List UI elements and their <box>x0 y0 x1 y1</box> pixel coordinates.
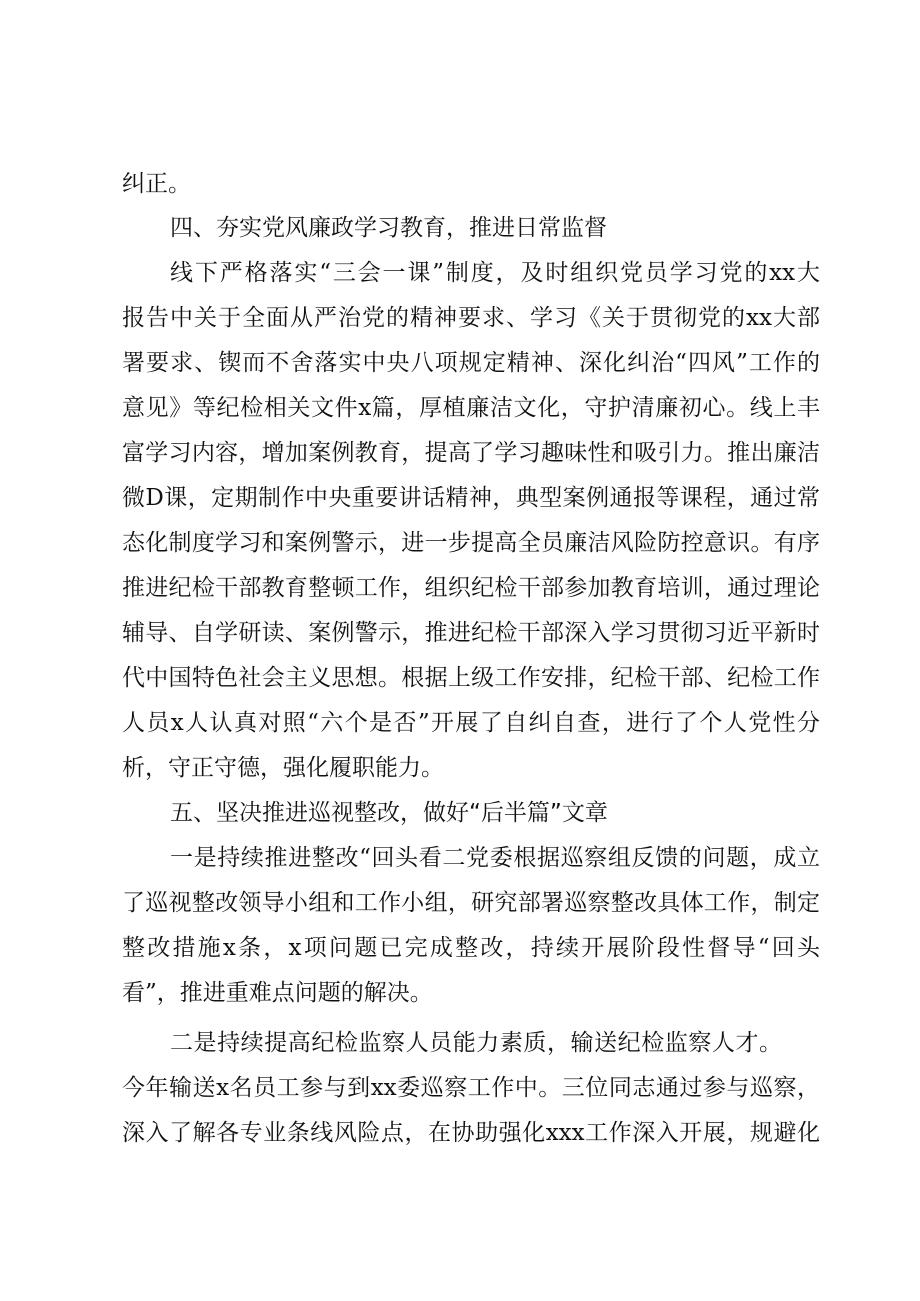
body-line: 一是持续推进整改“回头看二党委根据巡察组反馈的问题，成立 <box>170 845 820 871</box>
body-line: 人员x人认真对照“六个是否”开展了自纠自查，进行了个人党性分 <box>122 710 820 736</box>
body-line: 深入了解各专业条线风险点，在协助强化xxx工作深入开展，规避化 <box>122 1120 820 1146</box>
body-line: 富学习内容，增加案例教育，提高了学习趣味性和吸引力。推出廉洁 <box>122 440 820 466</box>
body-line: 线下严格落实“三会一课”制度，及时组织党员学习党的xx大 <box>170 260 820 286</box>
body-line: 推进纪检干部教育整顿工作，组织纪检干部参加教育培训，通过理论 <box>122 575 820 601</box>
body-line: 看”，推进重难点问题的解决。 <box>122 980 433 1006</box>
paragraph-tail: 纠正。 <box>122 171 191 197</box>
body-line: 二是持续提高纪检监察人员能力素质，输送纪检监察人才。 <box>170 1030 782 1056</box>
body-line: 意见》等纪检相关文件x篇，厚植廉洁文化，守护清廉初心。线上丰 <box>122 395 820 421</box>
body-line: 析，守正守德，强化履职能力。 <box>122 755 444 781</box>
body-line: 整改措施x条，x项问题已完成整改，持续开展阶段性督导“回头 <box>122 935 820 961</box>
section-heading-4: 四、夯实党风廉政学习教育，推进日常监督 <box>170 215 607 241</box>
body-line: 代中国特色社会主义思想。根据上级工作安排，纪检干部、纪检工作 <box>122 665 820 691</box>
body-line: 了巡视整改领导小组和工作小组，研究部署巡察整改具体工作，制定 <box>122 890 820 916</box>
body-line: 态化制度学习和案例警示，进一步提高全员廉洁风险防控意识。有序 <box>122 530 820 556</box>
body-line: 报告中关于全面从严治党的精神要求、学习《关于贯彻党的xx大部 <box>122 305 820 331</box>
body-line: 署要求、锲而不舍落实中央八项规定精神、深化纠治“四风”工作的 <box>122 350 820 376</box>
section-heading-5: 五、坚决推进巡视整改，做好“后半篇”文章 <box>170 800 608 826</box>
body-line: 微D课，定期制作中央重要讲话精神，典型案例通报等课程，通过常 <box>122 485 820 511</box>
body-line: 今年输送x名员工参与到xx委巡察工作中。三位同志通过参与巡察， <box>122 1075 820 1101</box>
body-line: 辅导、自学研读、案例警示，推进纪检干部深入学习贯彻习近平新时 <box>122 620 820 646</box>
